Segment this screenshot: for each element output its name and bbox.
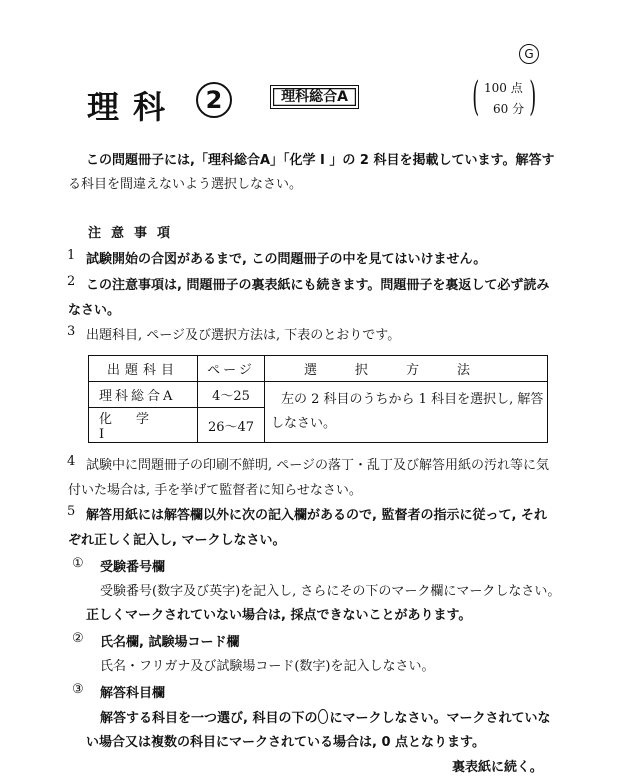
method-line-1: 左の 2 科目のうちから 1 科目を選択し, 解答 <box>281 392 544 407</box>
table-header-method: 選択方法 <box>265 356 548 382</box>
subitem-3-line-1b: にマークしなさい。マークされていな <box>329 711 551 726</box>
subitem-3-title: 解答科目欄 <box>100 686 166 701</box>
item-5-line-1: 解答用紙には解答欄以外に次の記入欄があるので, 監督者の指示に従って, それ <box>86 508 547 523</box>
item-1-number: 1 <box>67 248 76 263</box>
table-cell-subject: 化学 I <box>89 408 198 443</box>
item-4-number: 4 <box>67 454 76 469</box>
table-cell-method <box>265 382 548 443</box>
time-value: 60 分 <box>493 102 525 116</box>
intro-line-1: この問題冊子には,「理科総合A」「化学 I 」の 2 科目を掲載しています。解答す <box>86 153 555 168</box>
subitem-1-line-1: 受験番号(数字及び英字)を記入し, さらにその下のマーク欄にマークしなさい。 <box>100 584 561 599</box>
mark-oval-icon <box>318 709 328 724</box>
table-row <box>89 382 548 408</box>
table-header-subject: 出題科目 <box>89 356 198 382</box>
method-line-2: しなさい。 <box>271 416 337 431</box>
subitem-2-line-1: 氏名・フリガナ及び試験場コード(数字)を記入しなさい。 <box>100 659 435 674</box>
paren-left: ( <box>472 74 480 120</box>
subitem-3-line-2: い場合又は複数の科目にマークされている場合は, 0 点となります。 <box>86 735 485 750</box>
item-2-number: 2 <box>67 274 76 289</box>
subitem-1-number: ① <box>72 556 84 571</box>
subject-box: 理科総合A <box>270 85 359 109</box>
item-2-line-1: この注意事項は, 問題冊子の裏表紙にも続きます。問題冊子を裏返して必ず読み <box>86 278 550 293</box>
subitem-3-number: ③ <box>72 682 84 697</box>
subitem-3-line-1 <box>100 707 550 726</box>
continued-note: 裏表紙に続く。 <box>452 760 543 775</box>
item-3-number: 3 <box>67 324 76 339</box>
table-header-pages: ページ <box>198 356 265 382</box>
page-title: 理科 <box>87 88 180 126</box>
selection-table <box>88 355 548 443</box>
points-value: 100 点 <box>484 81 523 95</box>
subitem-2-title: 氏名欄, 試験場コード欄 <box>100 635 240 650</box>
table-cell-pages: 4〜25 <box>198 382 265 408</box>
subitem-1-line-2: 正しくマークされていない場合は, 採点できないことがあります。 <box>86 608 472 623</box>
subitem-3-line-1a: 解答する科目を一つ選び, 科目の下の <box>100 711 318 726</box>
points-time-box <box>472 74 537 121</box>
item-1-text: 試験開始の合図があるまで, この問題冊子の中を見てはいけません。 <box>86 252 487 267</box>
item-5-number: 5 <box>67 504 76 519</box>
item-5-line-2: ぞれ正しく記入し, マークしなさい。 <box>68 533 286 548</box>
table-cell-pages: 26〜47 <box>198 408 265 443</box>
subitem-2-number: ② <box>72 631 84 646</box>
table-cell-subject: 理科総合A <box>89 382 198 408</box>
table-header-row <box>89 356 548 382</box>
item-3-text: 出題科目, ページ及び選択方法は, 下表のとおりです。 <box>86 328 401 343</box>
notes-heading: 注意事項 <box>88 226 181 241</box>
paren-right: ) <box>529 74 537 120</box>
intro-line-2: る科目を間違えないよう選択しなさい。 <box>68 177 303 192</box>
item-4-line-2: 付いた場合は, 手を挙げて監督者に知らせなさい。 <box>68 483 362 498</box>
subitem-1-title: 受験番号欄 <box>100 560 166 575</box>
title-number: 2 <box>196 82 232 118</box>
item-2-line-2: なさい。 <box>68 303 121 318</box>
item-4-line-1: 試験中に問題冊子の印刷不鮮明, ページの落丁・乱丁及び解答用紙の汚れ等に気 <box>86 458 550 473</box>
version-mark: G <box>519 44 539 64</box>
